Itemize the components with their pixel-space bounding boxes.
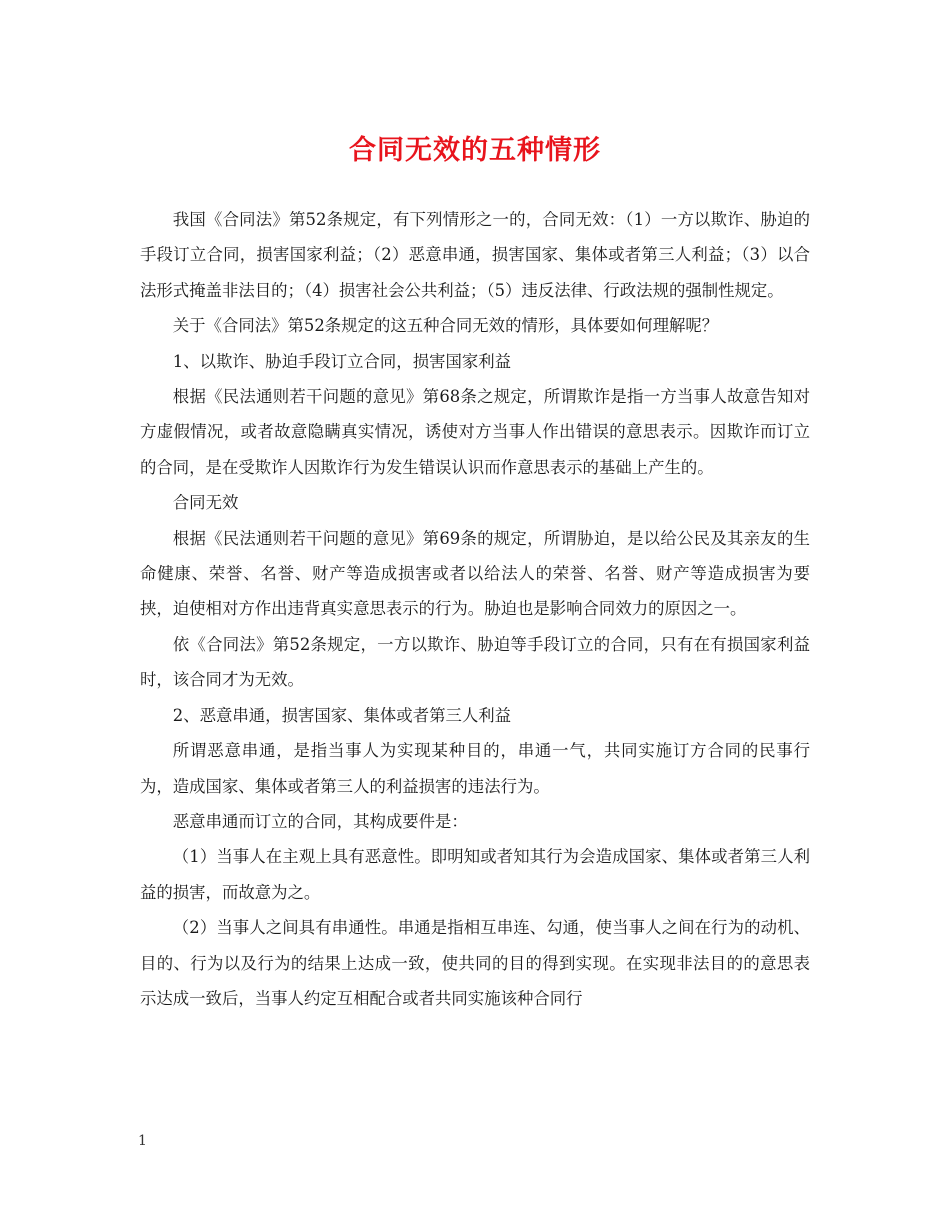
section-heading: 2、恶意串通，损害国家、集体或者第三人利益 xyxy=(172,705,512,725)
document-title: 合同无效的五种情形 xyxy=(349,135,601,166)
document-body xyxy=(140,202,810,1016)
list-item: （1）当事人在主观上具有恶意性。即明知或者知其行为会造成国家、集体或者第三人利益的损害，而故意为之。 xyxy=(140,847,810,902)
list-item: （2）当事人之间具有串通性。串通是指相互串连、勾通，使当事人之间在行为的动机、目的、行为以及行为的结果上达成一致，使共同的目的得到实现。在实现非法目的的意思表示达成一致后，当事人约定互相配合或者共同实施该种合同行 xyxy=(140,918,810,1008)
paragraph: 依《合同法》第52条规定，一方以欺诈、胁迫等手段订立的合同，只有在有损国家利益时，该合同才为无效。 xyxy=(140,634,810,690)
paragraph: 根据《民法通则若干问题的意见》第68条之规定，所谓欺诈是指一方当事人故意告知对方虚假情况，或者故意隐瞒真实情况，诱使对方当事人作出错误的意思表示。因欺诈而订立的合同，是在受欺诈人因欺诈行为发生错误认识而作意思表示的基础上产生的。 xyxy=(140,387,810,477)
paragraph: 恶意串通而订立的合同，其构成要件是： xyxy=(172,811,468,831)
section-heading: 1、以欺诈、胁迫手段订立合同，损害国家利益 xyxy=(172,351,512,371)
paragraph: 我国《合同法》第52条规定，有下列情形之一的，合同无效：（1）一方以欺诈、胁迫的手段订立合同，损害国家利益；（2）恶意串通，损害国家、集体或者第三人利益；（3）以合法形式掩盖非法目的；（4）损害社会公共利益；（5）违反法律、行政法规的强制性规定。 xyxy=(140,210,810,300)
paragraph: 合同无效 xyxy=(172,493,239,513)
page-number: 1 xyxy=(138,1133,147,1149)
paragraph: 所谓恶意串通，是指当事人为实现某种目的，串通一气，共同实施订方合同的民事行为，造成国家、集体或者第三人的利益损害的违法行为。 xyxy=(140,741,810,796)
paragraph: 关于《合同法》第52条规定的这五种合同无效的情形，具体要如何理解呢？ xyxy=(172,316,719,336)
paragraph: 根据《民法通则若干问题的意见》第69条的规定，所谓胁迫，是以给公民及其亲友的生命健康、荣誉、名誉、财产等造成损害或者以给法人的荣誉、名誉、财产等造成损害为要挟，迫使相对方作出违背真实意思表示的行为。胁迫也是影响合同效力的原因之一。 xyxy=(140,528,810,619)
